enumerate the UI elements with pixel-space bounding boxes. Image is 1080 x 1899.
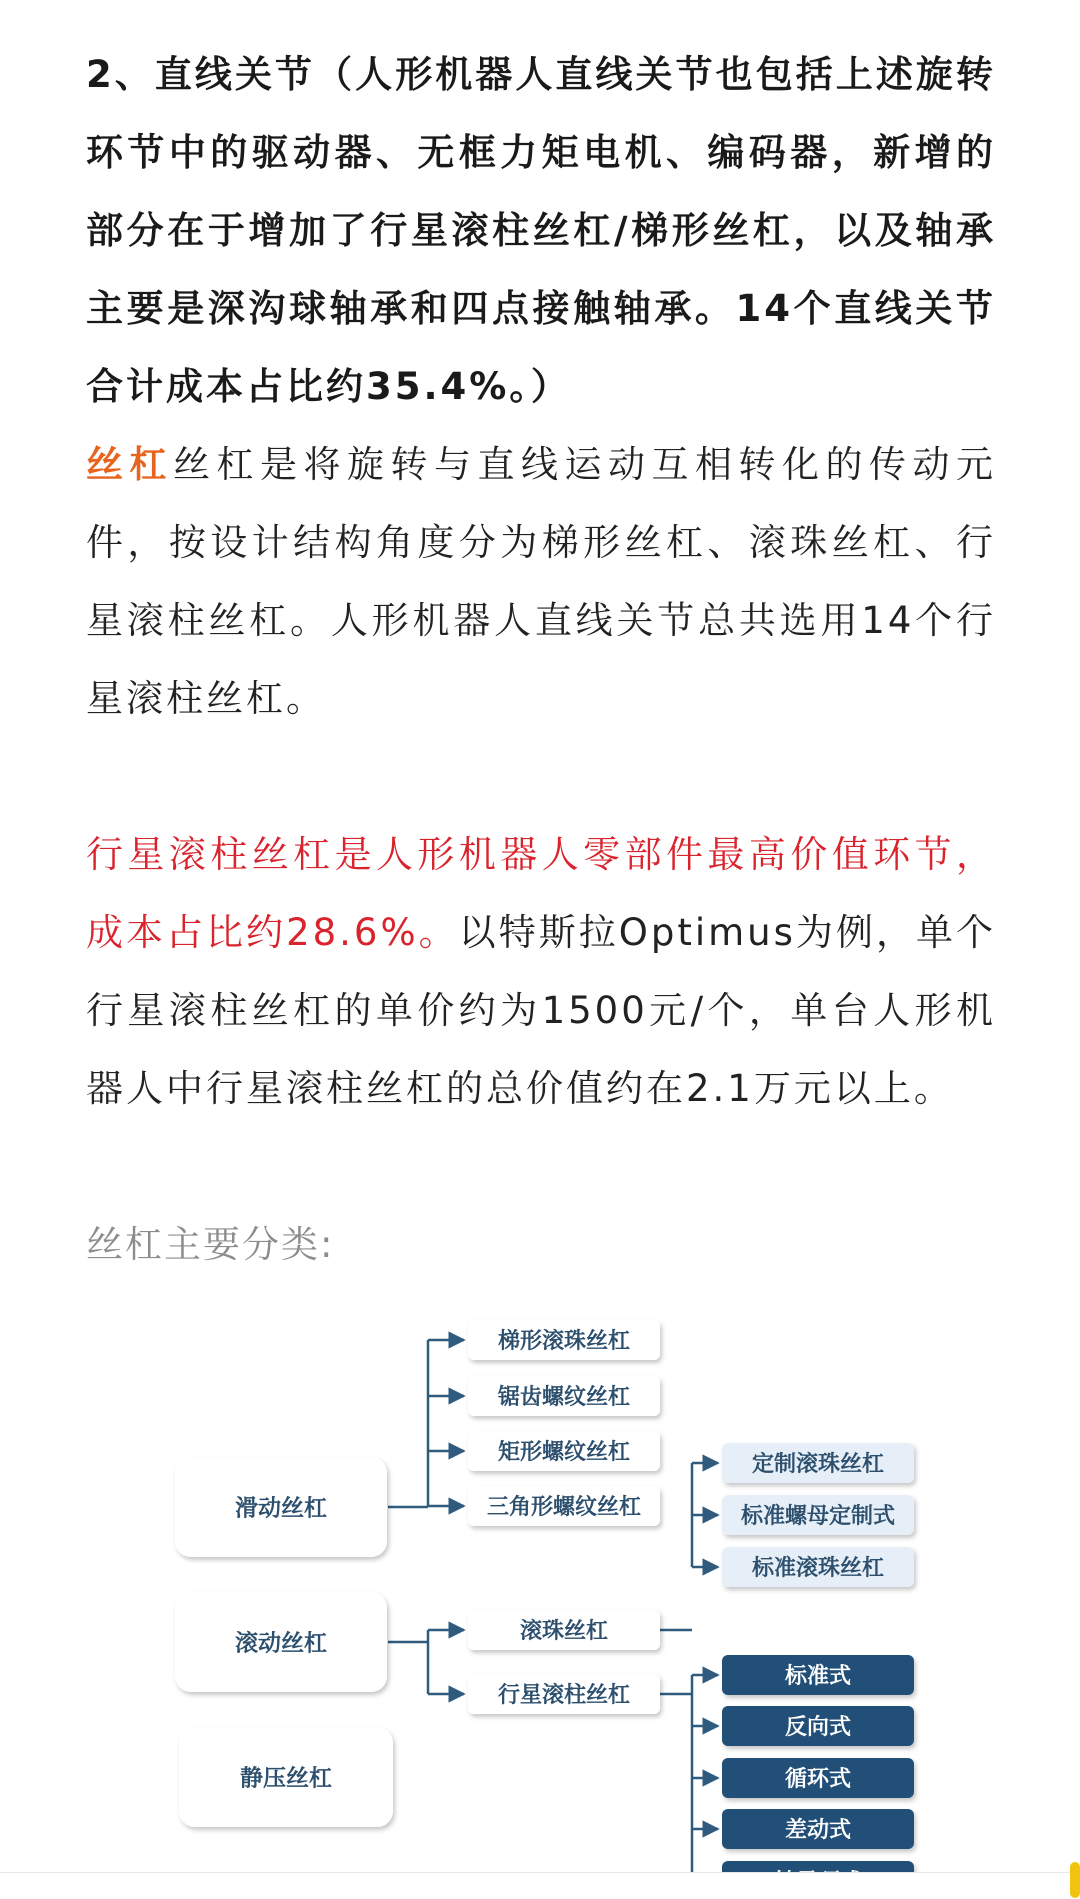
category-box-2 (179, 1727, 393, 1827)
screw-classification-diagram (0, 1300, 1080, 1880)
planetary-value-highlight: 行星滚柱丝杠是人形机器人零部件最高价值环节，成本占比约28.6%。 (86, 833, 996, 954)
category-box-0-label: 滑动丝杠 (235, 1495, 327, 1522)
planetary-child-0-label: 标准式 (784, 1663, 852, 1689)
diagram-caption: 丝杠主要分类: (86, 1223, 335, 1266)
category-box-1-label: 滚动丝杠 (235, 1630, 327, 1657)
scrollbar-thumb[interactable] (1070, 1862, 1080, 1898)
spacer (86, 738, 996, 816)
ball-child-1 (722, 1495, 914, 1535)
planetary-child-2-label: 循环式 (784, 1766, 852, 1792)
rolling-child-1-label: 行星滚柱丝杠 (497, 1682, 631, 1708)
article-content (86, 36, 996, 1284)
sliding-child-2-label: 矩形螺纹丝杠 (497, 1439, 631, 1465)
planetary-child-1 (722, 1706, 914, 1746)
sliding-child-1 (468, 1376, 660, 1416)
planetary-value-text: 以特斯拉Optimus为例，单个行星滚柱丝杠的单价约为1500元/个，单台人形机器人中行星滚柱丝杠的总价值约在2.1万元以上。 (86, 911, 996, 1110)
sliding-child-3-label: 三角形螺纹丝杠 (486, 1494, 642, 1520)
rolling-child-1 (468, 1674, 660, 1714)
ball-child-0-label: 定制滚珠丝杠 (751, 1451, 885, 1477)
paragraph-planetary-value (86, 816, 996, 1128)
planetary-child-1-label: 反向式 (784, 1714, 852, 1740)
bottom-bar (0, 1872, 1080, 1899)
sliding-child-0 (468, 1320, 660, 1360)
paragraph-linear-joint: 2、直线关节（人形机器人直线关节也包括上述旋转环节中的驱动器、无框力矩电机、编码器，新增的部分在于增加了行星滚柱丝杠/梯形丝杠，以及轴承主要是深沟球轴承和四点接触轴承。14个直线关节合计成本占比约35.4%。） (86, 53, 996, 408)
sliding-child-2 (468, 1431, 660, 1471)
ball-child-1-label: 标准螺母定制式 (740, 1503, 896, 1529)
category-box-0 (175, 1457, 387, 1557)
category-box-1 (175, 1592, 387, 1692)
ball-child-2 (722, 1547, 914, 1587)
screw-highlight-label: 丝杠 (86, 443, 173, 486)
screw-definition-text: 丝杠是将旋转与直线运动互相转化的传动元件，按设计结构角度分为梯形丝杠、滚珠丝杠、行星滚柱丝杠。人形机器人直线关节总共选用14个行星滚柱丝杠。 (86, 443, 996, 720)
planetary-child-3 (722, 1809, 914, 1849)
sliding-child-0-label: 梯形滚珠丝杠 (497, 1328, 631, 1354)
rolling-child-0-label: 滚珠丝杠 (519, 1618, 609, 1644)
planetary-child-0 (722, 1655, 914, 1695)
planetary-child-2 (722, 1758, 914, 1798)
sliding-child-3 (468, 1486, 660, 1526)
ball-child-2-label: 标准滚珠丝杠 (751, 1555, 885, 1581)
paragraph-screw-definition (86, 426, 996, 738)
ball-child-0 (722, 1443, 914, 1483)
planetary-child-3-label: 差动式 (784, 1817, 852, 1843)
sliding-child-1-label: 锯齿螺纹丝杠 (497, 1384, 631, 1410)
rolling-child-0 (468, 1610, 660, 1650)
category-box-2-label: 静压丝杠 (240, 1765, 332, 1792)
spacer (86, 1128, 996, 1206)
